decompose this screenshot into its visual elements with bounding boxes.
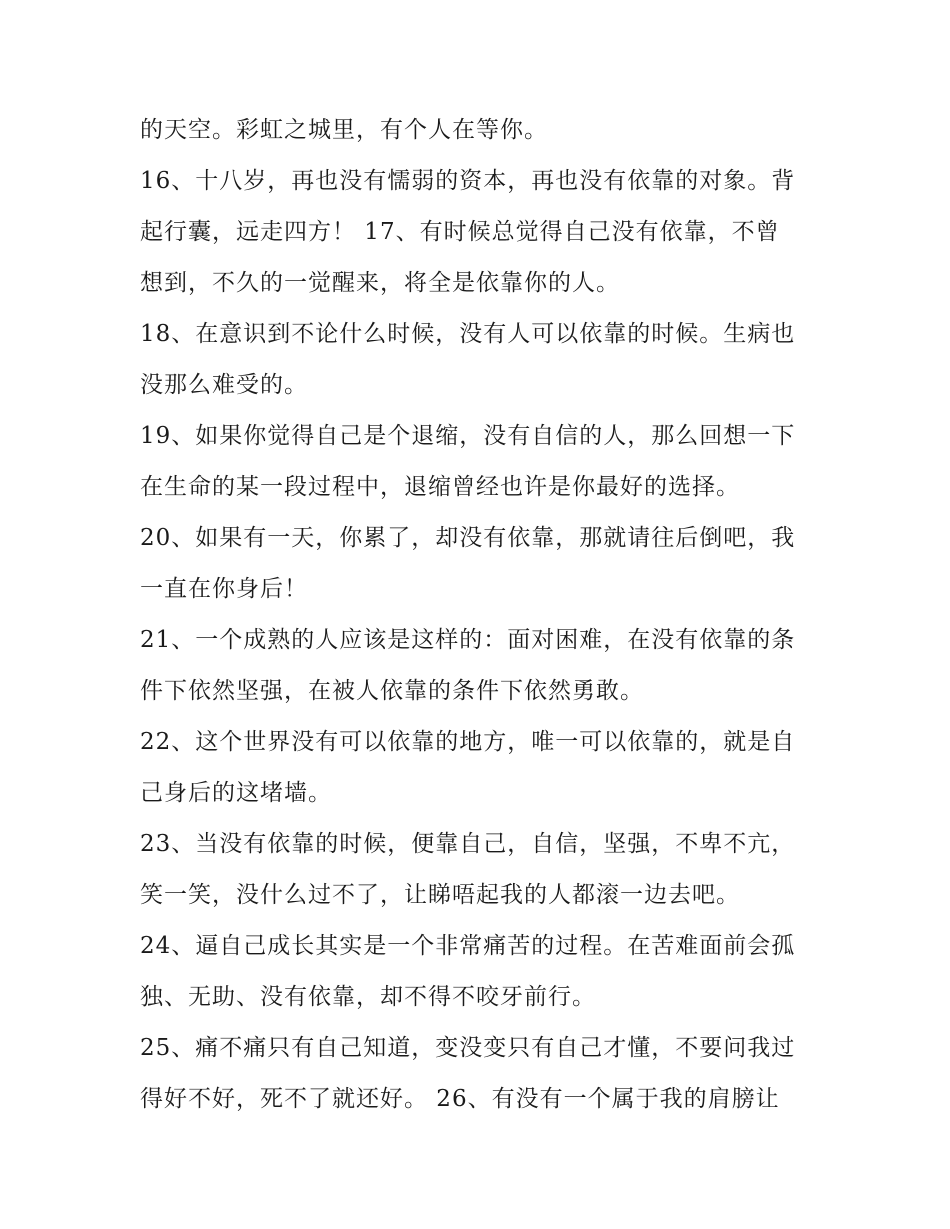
text-line: 己身后的这堵墙。	[140, 780, 332, 806]
text-line: 16、十八岁，再也没有懦弱的资本，再也没有依靠的对象。背	[140, 168, 796, 194]
text-line: 21、一个成熟的人应该是这样的：面对困难，在没有依靠的条	[140, 627, 796, 653]
text-line: 19、如果你觉得自己是个退缩，没有自信的人，那么回想一下	[140, 423, 796, 449]
text-line: 24、逼自己成长其实是一个非常痛苦的过程。在苦难面前会孤	[140, 933, 796, 959]
text-line: 独、无助、没有依靠，却不得不咬牙前行。	[140, 984, 596, 1010]
text-line: 笑一笑，没什么过不了，让睇唔起我的人都滚一边去吧。	[140, 882, 740, 908]
text-line: 想到，不久的一觉醒来，将全是依靠你的人。	[140, 270, 620, 296]
document-text	[140, 105, 820, 1125]
text-line: 起行囊，远走四方！ 17、有时候总觉得自己没有依靠，不曾	[140, 219, 780, 245]
text-line: 23、当没有依靠的时候，便靠自己，自信，坚强，不卑不亢，	[140, 831, 796, 857]
text-line: 件下依然坚强，在被人依靠的条件下依然勇敢。	[140, 678, 644, 704]
text-line: 25、痛不痛只有自己知道，变没变只有自己才懂，不要问我过	[140, 1035, 796, 1061]
text-line: 的天空。彩虹之城里，有个人在等你。	[140, 117, 548, 143]
text-line: 没那么难受的。	[140, 372, 308, 398]
text-line: 22、这个世界没有可以依靠的地方，唯一可以依靠的，就是自	[140, 729, 796, 755]
text-line: 20、如果有一天，你累了，却没有依靠，那就请往后倒吧，我	[140, 525, 796, 551]
text-line: 18、在意识到不论什么时候，没有人可以依靠的时候。生病也	[140, 321, 796, 347]
text-line: 在生命的某一段过程中，退缩曾经也许是你最好的选择。	[140, 474, 740, 500]
text-line: 一直在你身后！	[140, 576, 308, 602]
text-line: 得好不好，死不了就还好。 26、有没有一个属于我的肩膀让	[140, 1086, 780, 1112]
